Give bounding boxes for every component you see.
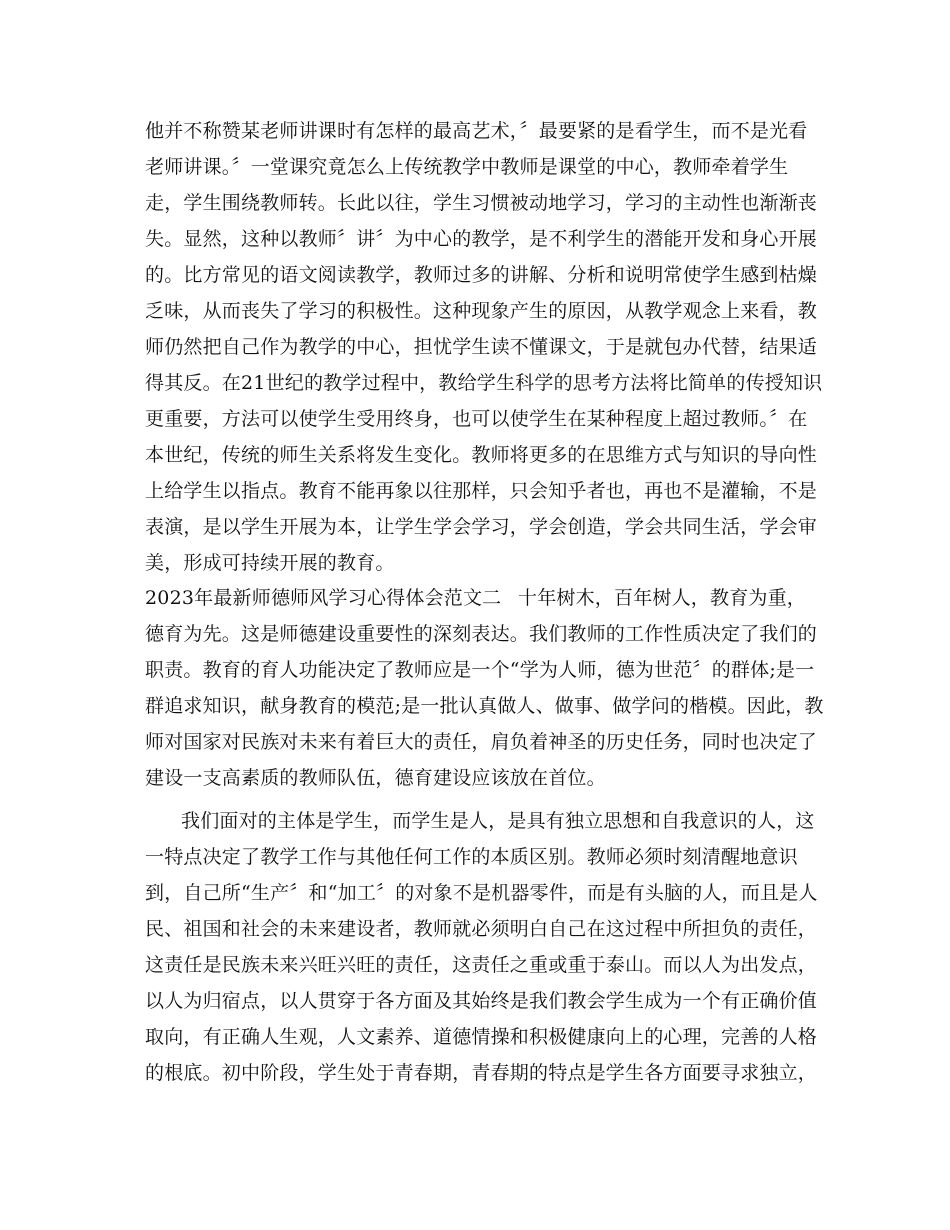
paragraph-line: 的。比方常见的语文阅读教学，教师过多的讲解、分析和说明常使学生感到枯燥 (145, 264, 818, 286)
paragraph-line: 以人为归宿点，以人贯穿于各方面及其始终是我们教会学生成为一个有正确价值 (145, 990, 818, 1012)
paragraph-line: 群追求知识，献身教育的模范;是一批认真做人、做事、做学问的楷模。因此，教 (145, 695, 824, 717)
paragraph-line: 这责任是民族未来兴旺兴旺的责任，这责任之重或重于泰山。而以人为出发点， (145, 954, 818, 976)
paragraph-line: 走，学生围绕教师转。长此以往，学生习惯被动地学习，学习的主动性也渐渐丧 (145, 192, 818, 214)
paragraph-line: 得其反。在21世纪的教学过程中，教给学生科学的思考方法将比简单的传授知识 (145, 372, 823, 394)
section-title: 2023年最新师德师风学习心得体会范文二 (145, 587, 502, 609)
paragraph-line: 本世纪，传统的师生关系将发生变化。教师将更多的在思维方式与知识的导向性 (145, 444, 818, 466)
paragraph-line: 美，形成可持续开展的教育。 (145, 552, 395, 574)
paragraph-line: 表演，是以学生开展为本，让学生学会学习，学会创造，学会共同生活，学会审 (145, 516, 818, 538)
paragraph-line: 更重要，方法可以使学生受用终身，也可以使学生在某种程度上超过教师。〞在 (145, 408, 808, 430)
paragraph-line: 民、祖国和社会的未来建设者，教师就必须明白自己在这过程中所担负的责任， (145, 918, 818, 940)
paragraph-line: 老师讲课。〞一堂课究竟怎么上传统教学中教师是课堂的中心，教师牵着学生 (145, 156, 789, 178)
paragraph-line: 师仍然把自己作为教学的中心，担忧学生读不懂课文，于是就包办代替，结果适 (145, 336, 818, 358)
paragraph-line: 上给学生以指点。教育不能再象以往那样，只会知乎者也，再也不是灌输，不是 (145, 480, 818, 502)
paragraph-line: 德育为先。这是师德建设重要性的深刻表达。我们教师的工作性质决定了我们的 (145, 623, 818, 645)
paragraph-line: 失。显然，这种以教师〞讲〞为中心的教学，是不利学生的潜能开发和身心开展 (145, 228, 818, 250)
paragraph-line: 的根底。初中阶段，学生处于青春期，青春期的特点是学生各方面要寻求独立， (145, 1062, 818, 1084)
paragraph-line: 职责。教育的育人功能决定了教师应是一个“学为人师，德为世范〞的群体;是一 (145, 659, 815, 681)
paragraph-line: 到，自己所“生产〞和“加工〞的对象不是机器零件，而是有头脑的人，而且是人 (145, 882, 818, 904)
paragraph-line: 一特点决定了教学工作与其他任何工作的本质区别。教师必须时刻清醒地意识 (145, 846, 798, 868)
paragraph-line: 乏味，从而丧失了学习的积极性。这种现象产生的原因，从教学观念上来看，教 (145, 300, 818, 322)
section-first-line: 十年树木，百年树人，教育为重， (518, 587, 807, 609)
paragraph-line: 我们面对的主体是学生，而学生是人，是具有独立思想和自我意识的人，这 (181, 810, 815, 832)
paragraph-line: 取向，有正确人生观，人文素养、道德情操和积极健康向上的心理，完善的人格 (145, 1026, 818, 1048)
paragraph-line: 建设一支高素质的教师队伍，德育建设应该放在首位。 (145, 767, 606, 789)
paragraph-line: 他并不称赞某老师讲课时有怎样的最高艺术，〞最要紧的是看学生，而不是光看 (145, 120, 808, 142)
paragraph-line: 师对国家对民族对未来有着巨大的责任，肩负着神圣的历史任务，同时也决定了 (145, 731, 818, 753)
